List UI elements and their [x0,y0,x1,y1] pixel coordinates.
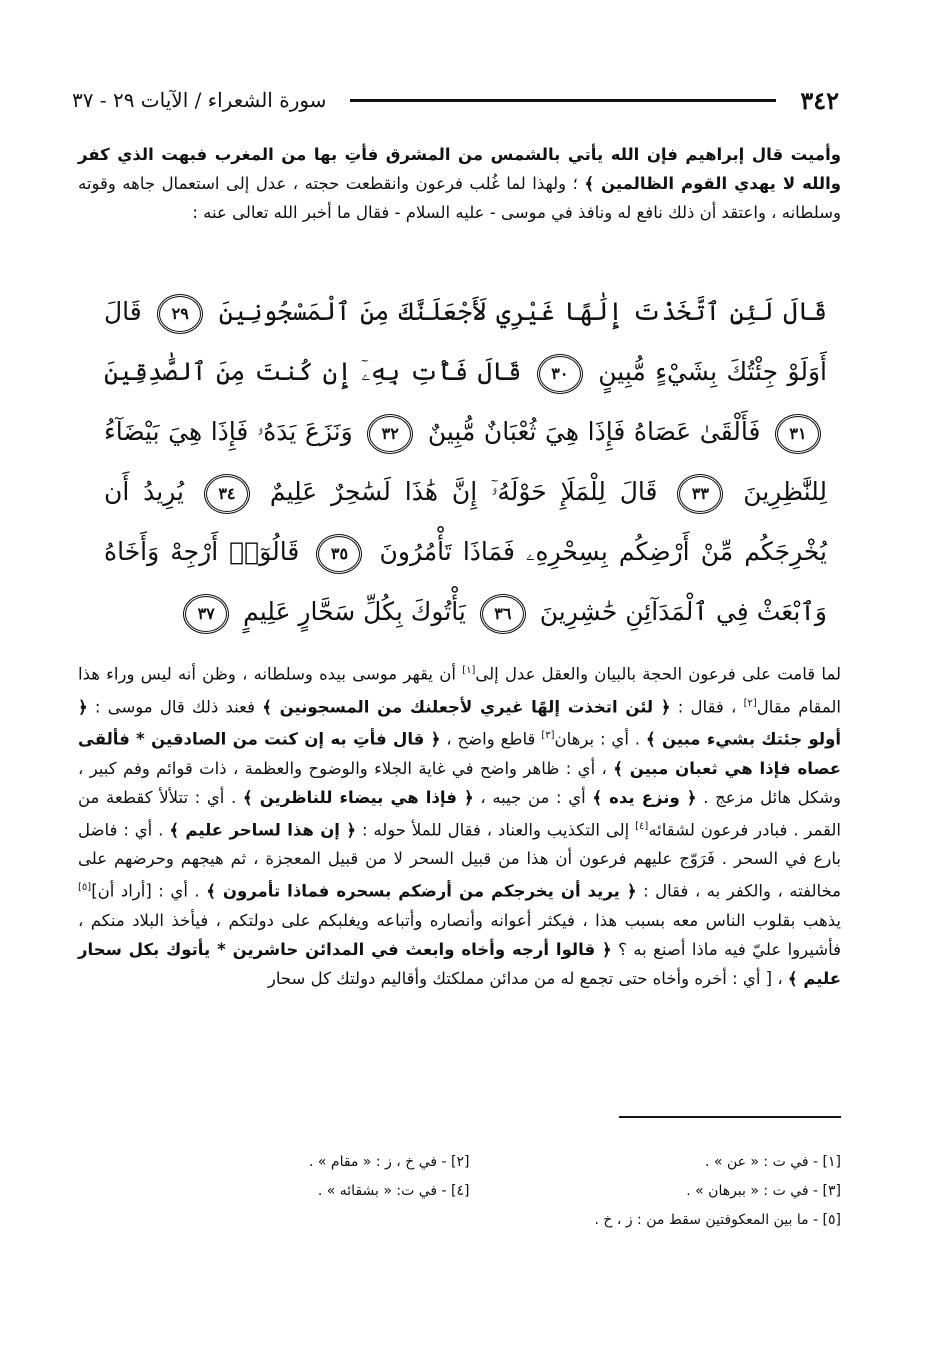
verse-33: وَنَزَعَ يَدَهُۥ فَإِذَا هِيَ بَيْضَآءُ لِلنَّٰظِرِينَ [104,417,828,506]
commentary-text: ، أي : ظاهر واضح في غاية الجلاء والوضوح والعظمة ، ذات قوائم وفم كبير ، وشكل هائل مزعج . [78,758,841,807]
commentary-text: إلى التكذيب والعناد ، فقال للملأ حوله : [361,820,630,839]
ayah-marker-37: ٣٧ [183,594,229,634]
footnote-ref[interactable]: [١] [462,665,476,676]
verse-32: فَأَلْقَىٰ عَصَاهُ فَإِذَا هِيَ ثُعْبَانٌ مُّبِينٌ [427,417,761,446]
commentary-text: يذهب بقلوب الناس معه بسبب هذا ، فيكثر أعوانه وأنصاره وأتباعه ويغلبكم على دولتكم ، فيأخذ البلاد منكم ، فأشيروا عليّ فيه ماذا أصنع به ؟ [78,910,841,959]
commentary-text: فعند ذلك قال موسى : [94,697,256,716]
commentary-text: لما قامت على فرعون الحجة بالبيان والعقل عدل إلى [475,664,842,684]
footnote-3: [٣] - في ت : « ببرهان » . [686,1183,841,1199]
ayah-marker-36: ٣٦ [480,594,526,634]
verse-34: قَالَ لِلْمَلَإِ حَوْلَهُۥٓ إِنَّ هَٰذَا لَسَٰحِرٌ عَلِيمٌ [269,477,658,506]
page-number: ٣٤٢ [800,85,839,115]
commentary-text: . أي : [أراد أن] [91,881,200,901]
ayah-marker-33: ٣٣ [677,474,723,514]
verse-35: يُرِيدُ أَن يُخْرِجَكُم مِّنْ أَرْضِكُم بِسِحْرِهِۦ فَمَاذَا تَأْمُرُونَ [104,477,827,566]
footnote-ref[interactable]: [٤] [635,820,649,832]
footnote-4: [٤] - في ت: « بشقائه » . [317,1183,470,1199]
footnote-ref[interactable]: [٢] [743,697,757,709]
footnote-5: [٥] - ما بين المعكوفتين سقط من : ز ، خ . [594,1212,841,1228]
verse-36: قَالُوٓا۟ أَرْجِهْ وَأَخَاهُ وَٱبْعَثْ فِي ٱلْمَدَآئِنِ حَٰشِرِينَ [104,537,827,626]
commentary-text: . أي : فاضل بارع في السحر . فَرَوّج عليهم فرعون أن هذا من قبيل السحر لا من قبيل المعجزة ، ثم هيجهم وحرضهم على مخالفته ، والكفر به ، فقال : [78,820,842,901]
footnote-row [98,1148,841,1177]
footnote-divider [619,1116,841,1118]
quran-verses [104,282,827,642]
footnote-ref[interactable]: [٣] [541,730,555,741]
verse-37: يَأْتُوكَ بِكُلِّ سَحَّارٍ عَلِيمٍ [243,597,466,626]
footnote-ref[interactable]: [٥] [78,882,92,893]
intro-paragraph [78,140,841,227]
ayah-marker-35: ٣٥ [316,534,362,574]
header-rule [350,99,776,102]
ayah-marker-29: ٢٩ [157,294,203,334]
commentary-text: أن يقهر موسى بيده وسلطانه ، وظن أنه ليس وراء هذا المقام مقال [78,664,841,716]
verse-quote: ﴿ قالوا أرجه وأخاه وابعث في المدائن حاشرين * يأتوك بكل سحار عليم ﴾ [78,939,841,988]
ayah-marker-30: ٣٠ [537,354,583,394]
page-header [72,80,839,120]
commentary-text: قاطع واضح ، [446,729,536,749]
verse-quote: ﴿ قال فأتِ به إن كنت من الصادقين * فألقى عصاه فإذا هي ثعبان مبين ﴾ [78,729,841,778]
verse-31: قَالَ فَأْتِ بِهِۦٓ إِن كُنتَ مِنَ ٱلصَّٰدِقِينَ [104,357,522,386]
footnote-1: [١] - في ت : « عن » . [705,1154,841,1170]
footnote-row [98,1177,841,1206]
commentary-text: ، [ أي : أخره وأخاه حتى تجمع له من مدائن مملكتك وأقاليم دولتك كل سحار [267,968,783,988]
footnotes [98,1148,841,1235]
verse-quote: ﴿ إن هذا لساحر عليم ﴾ [169,820,357,839]
ayah-marker-31: ٣١ [775,414,821,454]
footnote-2: [٢] - في خ ، ز : « مقام » . [308,1154,470,1170]
intro-text: ؛ ولهذا لما غُلب فرعون وانقطعت حجته ، عدل إلى استعمال جاهه وقوته وسلطانه ، واعتقد أن ذلك نافع له ونافذ في موسى - عليه السلام - فقال ما أخبر الله تعالى عنه : [78,174,841,222]
verse-quote: ﴿ أولو جئتك بشيء مبين ﴾ [78,697,841,749]
verse-quote: ﴿ لئن اتخذت إلهًا غيري لأجعلنك من المسجونين ﴾ [262,697,671,716]
commentary-text: ، فقال : [677,697,737,716]
running-title: سورة الشعراء / الآيات ٢٩ - ٣٧ [72,88,327,112]
footnote-row [98,1206,841,1235]
commentary-text: . أي : برهان [554,729,641,749]
verse-30: قَالَ أَوَلَوْ جِئْتُكَ بِشَيْءٍ مُّبِينٍ [104,297,828,386]
verse-quote: ﴿ فإذا هي بيضاء للناظرين ﴾ [242,787,474,807]
commentary-paragraph [78,656,841,993]
verse-29: قَالَ لَئِنِ ٱتَّخَذْتَ إِلَٰهًا غَيْرِي لَأَجْعَلَنَّكَ مِنَ ٱلْمَسْجُونِينَ [218,297,828,326]
verse-quote: ﴿ يريد أن يخرجكم من أرضكم بسحره فماذا تأمرون ﴾ [206,881,637,901]
commentary-text: أي : من جيبه ، [480,787,586,807]
intro-quote: وأميت قال إبراهيم فإن الله يأتي بالشمس من المشرق فأتِ بها من المغرب فبهت الذي كفر والله لا يهدي القوم الظالمين ﴾ [78,145,841,193]
verse-quote: ﴿ ونزع يده ﴾ [592,787,697,807]
ayah-marker-34: ٣٤ [204,474,250,514]
commentary-text: . أي : تتلألأ كقطعة من القمر . فبادر فرعون لشقائه [78,787,842,839]
ayah-marker-32: ٣٢ [367,414,413,454]
